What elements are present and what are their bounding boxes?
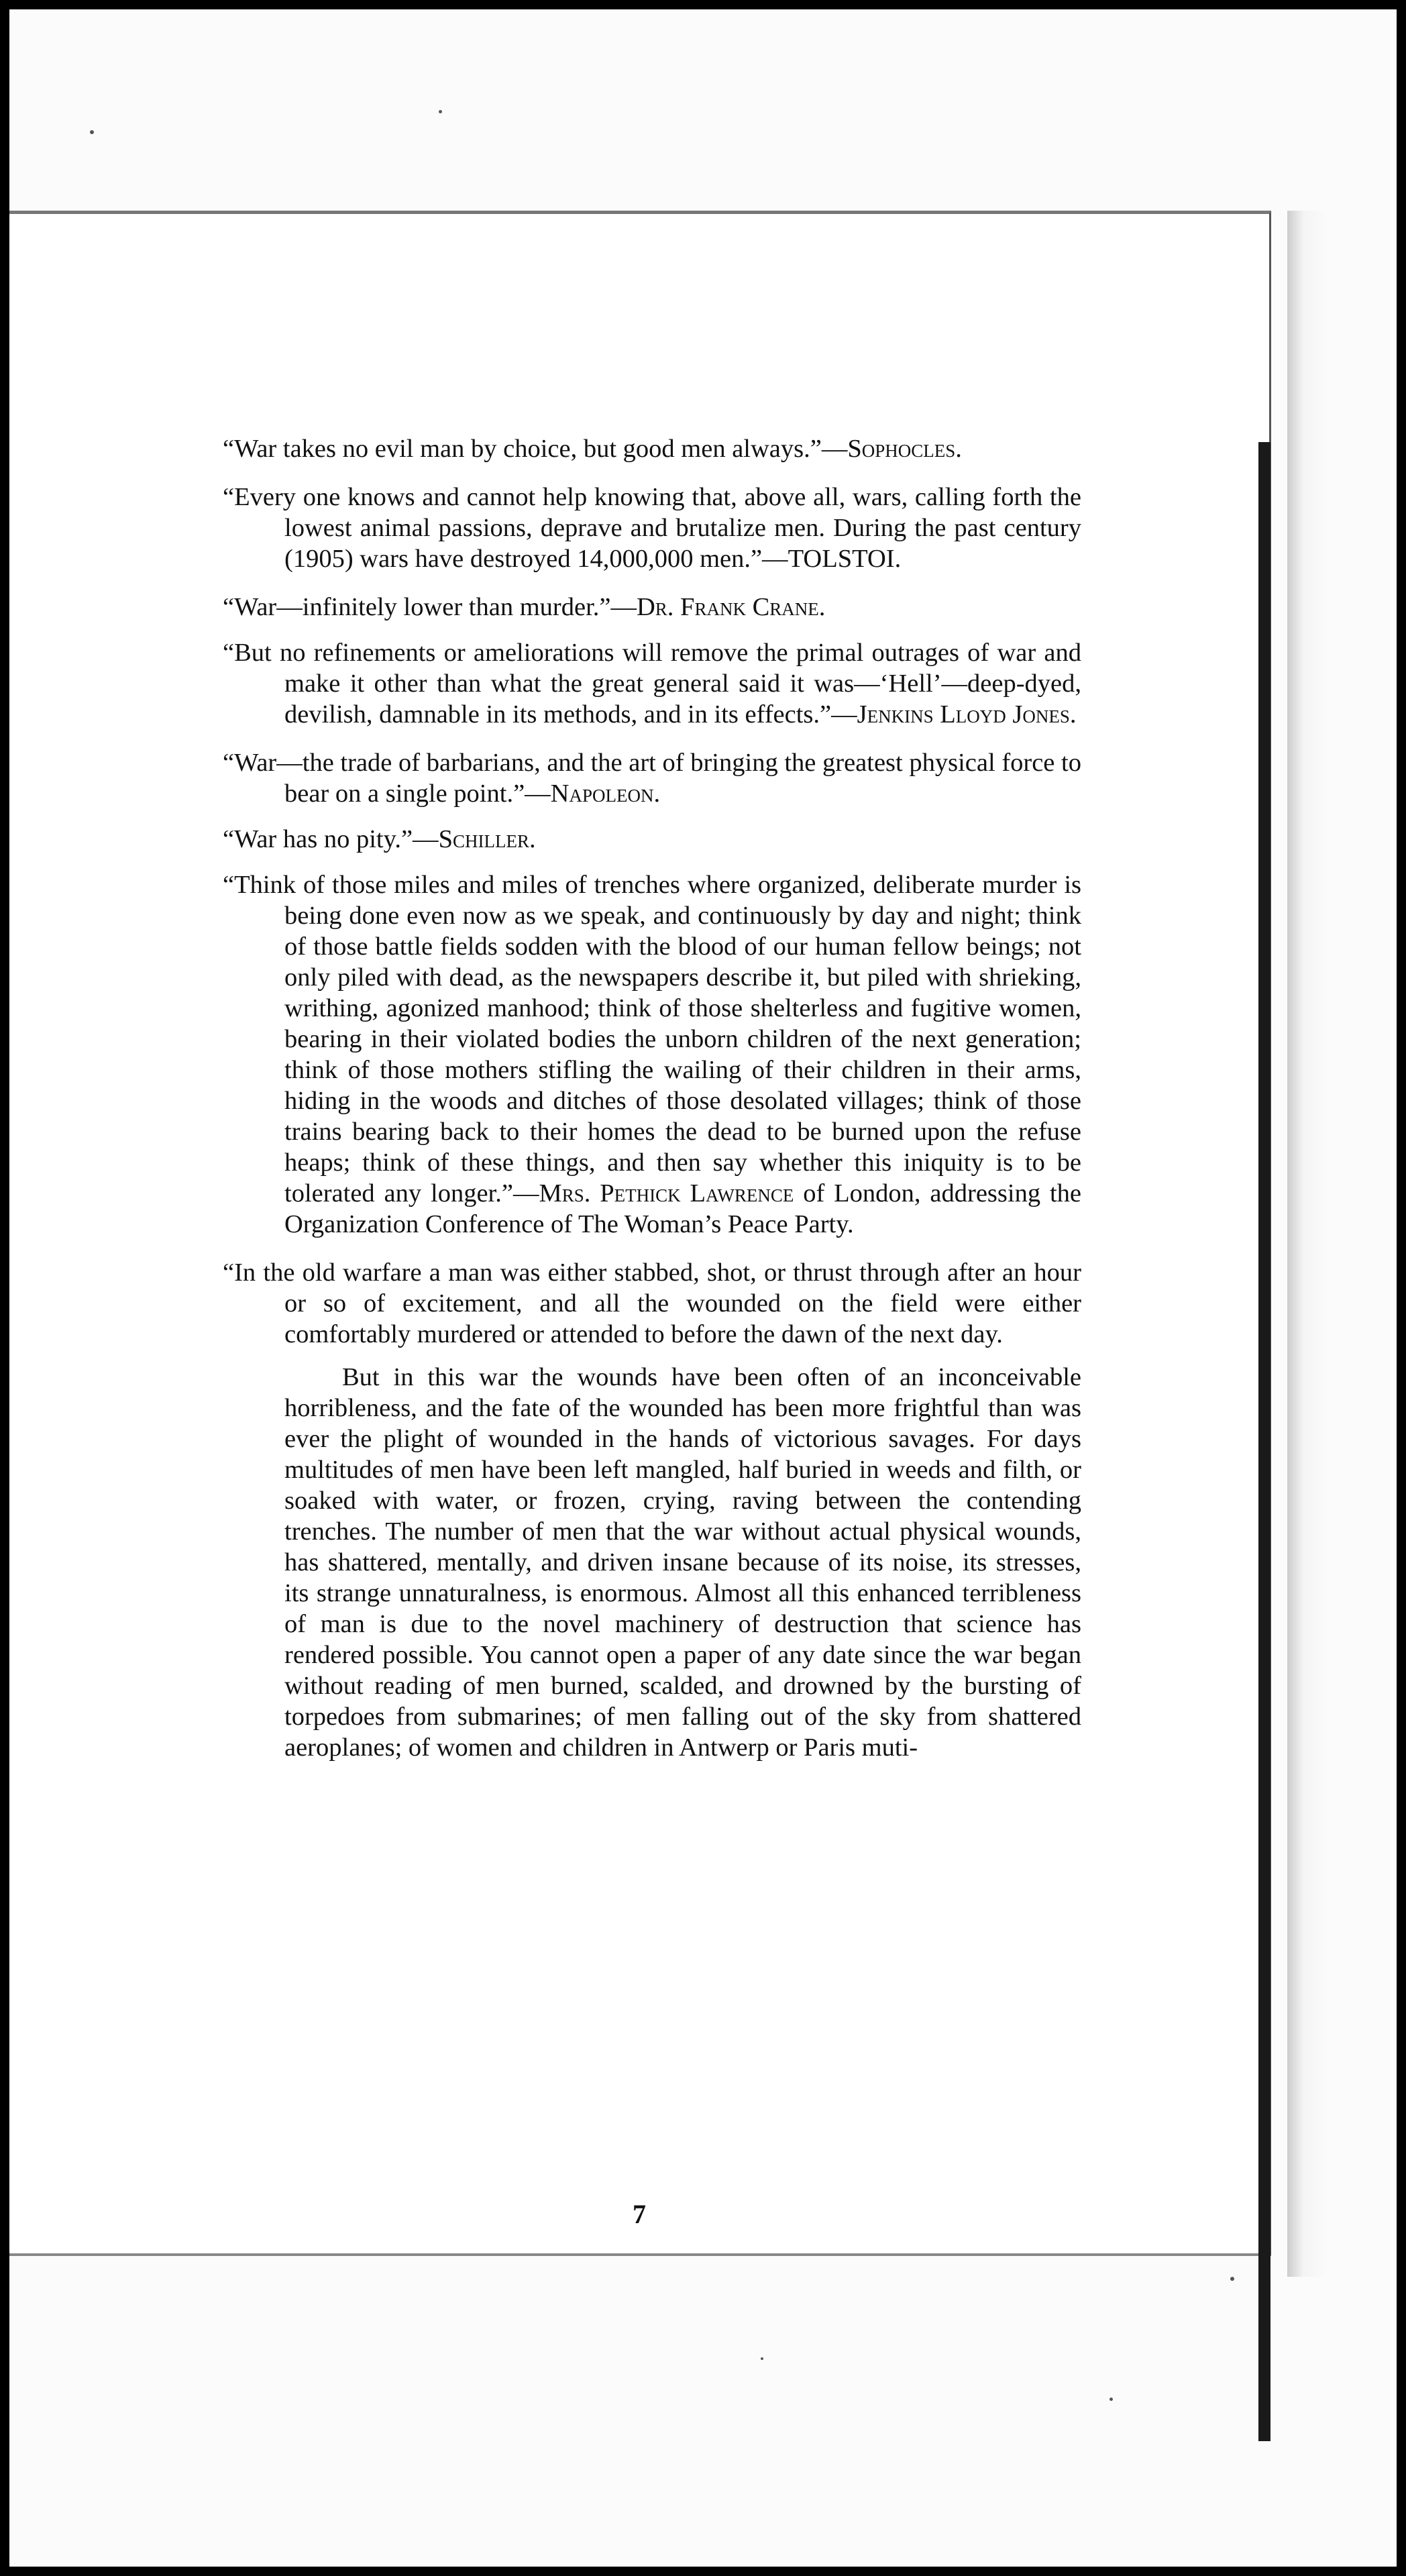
quote-attribution: Sophocles.: [847, 435, 962, 463]
quote-napoleon: “War—the trade of barbarians, and the art of bringing the greatest physical force to bear on a single point.”—Napoleon.: [223, 749, 1081, 808]
page-number: 7: [633, 2199, 646, 2229]
quote-old-warfare: “In the old warfare a man was either stabbed, shot, or thrust through after an hour or so of excitement, and all the wounded on the field were either comfortably murdered or attended to before the dawn of the next day.: [223, 1258, 1081, 1348]
quote-crane: “War—infinitely lower than murder.”—Dr. Frank Crane.: [223, 593, 826, 621]
scan-speck: [761, 2357, 763, 2360]
scanned-page: [9, 9, 1397, 2567]
quote-attribution: TOLSTOI.: [788, 545, 902, 573]
quote-attribution: Mrs. Pethick Lawrence: [539, 1179, 794, 1208]
scan-speck: [1110, 2398, 1113, 2401]
continuation-paragraph: But in this war the wounds have been often of an inconceivable horribleness, and the fate of the wounded has been more frightful than was ever the plight of wounded in the hands of victorious savages. For days multitudes of men have been left mangled, half buried in weeds and filth, or soaked with water, or frozen, crying, raving between the contending trenches. The number of men that the war without actual physical wounds, has shattered, mentally, and driven insane because of its noise, its stresses, its strange unnaturalness, is enormous. Almost all this enhanced terribleness of man is due to the novel machinery of destruction that science has rendered possible. You cannot open a paper of any date since the war began without reading of men burned, scalded, and drowned by the bursting of torpedoes from submarines; of men falling out of the sky from shattered aeroplanes; of women and children in Antwerp or Paris muti-: [284, 1363, 1081, 1762]
quote-jones: “But no refinements or ameliorations will remove the primal outrages of war and make it other than what the great general said it was—‘Hell’—deep-dyed, devilish, damnable in its methods, and in its effects.”—Jenkins Lloyd Jones.: [223, 639, 1081, 729]
binding-edge: [1258, 442, 1270, 2441]
quote-attribution: Napoleon.: [550, 780, 661, 808]
quote-schiller: “War has no pity.”—Schiller.: [223, 825, 536, 853]
quote-sophocles: “War takes no evil man by choice, but good men always.”—Sophocles.: [223, 435, 962, 463]
quote-attribution: Jenkins Lloyd Jones.: [857, 700, 1077, 729]
scan-speck: [1230, 2277, 1234, 2281]
scan-speck: [90, 130, 94, 134]
scan-speck: [439, 110, 442, 113]
quote-tolstoi: “Every one knows and cannot help knowing that, above all, wars, calling forth the lowest animal passions, deprave and brutalize men. During the past century (1905) wars have destroyed 14,000,000 men.”—TOLSTOI.: [223, 483, 1081, 573]
page-edge-shadow: [1287, 211, 1328, 2277]
quote-attribution: Dr. Frank Crane.: [636, 593, 826, 621]
page-body: [223, 433, 1081, 1763]
quote-attribution: Schiller.: [438, 825, 536, 853]
quote-lawrence: “Think of those miles and miles of trenches where organized, deliberate murder is being done even now as we speak, and continuously by day and night; think of those battle fields sodden with the blood of our human fellow beings; not only piled with dead, as the newspapers describe it, but piled with shrieking, writhing, agonized manhood; think of those shelterless and fugitive women, bearing in their violated bodies the unborn children of the next generation; think of those mothers stifling the wailing of their children in their arms, hiding in the woods and ditches of those desolated villages; think of those trains bearing back to their homes the dead to be burned upon the refuse heaps; think of these things, and then say whether this iniquity is to be tolerated any longer.”—Mrs. Pethick Lawrence of London, addressing the Organization Conference of The Woman’s Peace Party.: [223, 871, 1081, 1238]
